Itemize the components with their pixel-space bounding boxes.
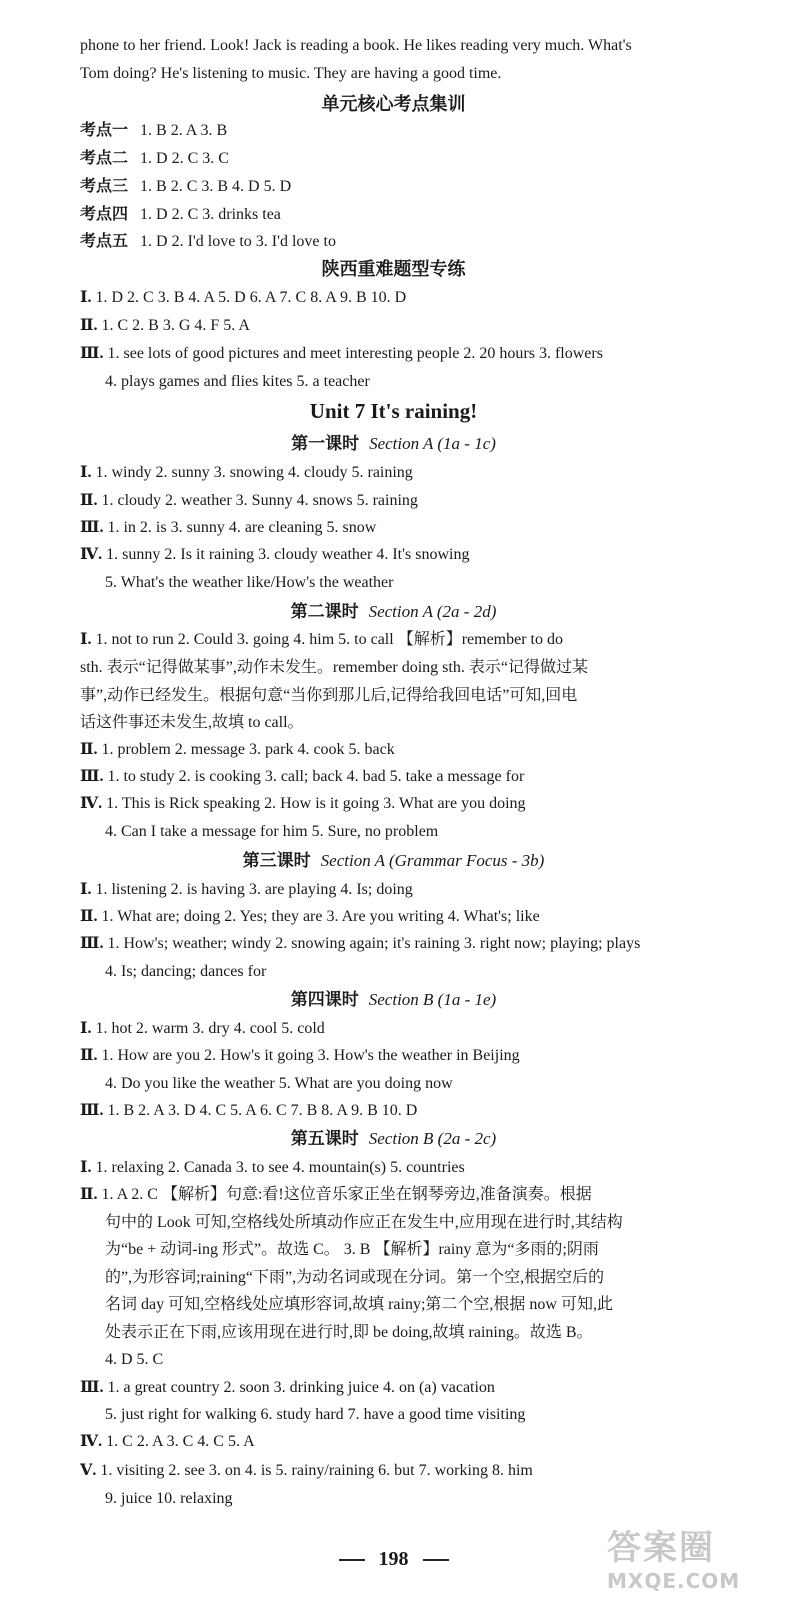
part-number: Ⅰ. (80, 631, 92, 648)
answer-line (80, 880, 413, 900)
answer-text: 1. B 2. A 3. D 4. C 5. A 6. C 7. B 8. A 9. B 10. D (107, 1102, 418, 1119)
lesson-heading (0, 1128, 787, 1150)
core-answers: 1. B 2. C 3. B 4. D 5. D (140, 178, 292, 195)
part-number: Ⅰ. (80, 881, 92, 898)
lesson-heading (0, 433, 787, 455)
answer-line: 9. juice 10. relaxing (105, 1490, 233, 1507)
answer-line (80, 740, 395, 760)
answer-text: 1. This is Rick speaking 2. How is it going 3. What are you doing (106, 795, 526, 812)
core-answers: 1. B 2. A 3. B (140, 122, 228, 139)
answer-line (80, 491, 418, 511)
answer-line: 名词 day 可知,空格线处应填形容词,故填 rainy;第二个空,根据 now 可知,此 (105, 1296, 613, 1313)
answer-line (80, 1158, 465, 1178)
lesson-section: Section B (2a - 2c) (368, 1129, 497, 1148)
lesson-section: Section B (1a - 1e) (368, 990, 497, 1009)
answer-text: 1. relaxing 2. Canada 3. to see 4. mountain(s) 5. countries (95, 1159, 465, 1176)
part-number: Ⅲ. (80, 935, 104, 952)
part-number: Ⅱ. (80, 492, 98, 509)
answer-line (80, 1432, 255, 1452)
lesson-number: 第一课时 (291, 434, 360, 453)
part-number: Ⅱ. (80, 741, 98, 758)
page-number-text: 198 (378, 1548, 409, 1570)
core-label: 考点一 (80, 122, 129, 139)
answer-line (80, 907, 540, 927)
lesson-section: Section A (1a - 1c) (369, 434, 496, 453)
part-number: Ⅱ. (80, 1186, 98, 1203)
answer-text: 1. problem 2. message 3. park 4. cook 5. back (101, 741, 395, 758)
answer-line: 话这件事还未发生,故填 to call。 (80, 714, 304, 731)
answer-text: 1. A 2. C 【解析】句意:看!这位音乐家正坐在钢琴旁边,准备演奏。根据 (101, 1186, 592, 1203)
core-answers: 1. D 2. I'd love to 3. I'd love to (140, 233, 336, 250)
lesson-section: Section A (2a - 2d) (368, 602, 497, 621)
part-number: Ⅲ. (80, 768, 104, 785)
part-number: Ⅴ. (80, 1462, 97, 1479)
answer-line (80, 1046, 520, 1066)
answer-text: 1. to study 2. is cooking 3. call; back 4. bad 5. take a message for (107, 768, 525, 785)
answer-line: 为“be + 动词-ing 形式”。故选 C。 3. B 【解析】rainy 意为“多雨的;阴雨 (105, 1241, 599, 1258)
page-number-dash (423, 1559, 449, 1561)
lesson-number: 第二课时 (290, 602, 359, 621)
part-number: Ⅱ. (80, 317, 98, 334)
answer-line (80, 518, 376, 538)
answer-line (80, 463, 413, 483)
core-row (80, 232, 336, 252)
part-number: Ⅳ. (80, 1433, 103, 1450)
answer-line (80, 767, 524, 787)
intro-line: phone to her friend. Look! Jack is reading a book. He likes reading very much. What's (80, 37, 632, 54)
answer-line (80, 344, 603, 364)
core-answers: 1. D 2. C 3. C (140, 150, 229, 167)
answer-line: 5. just right for walking 6. study hard 7. have a good time visiting (105, 1406, 526, 1423)
answer-text: 1. How's; weather; windy 2. snowing again; it's raining 3. right now; playing; plays (107, 935, 641, 952)
core-label: 考点三 (80, 178, 129, 195)
answer-line: 4. Is; dancing; dances for (105, 963, 267, 980)
part-number: Ⅱ. (80, 908, 98, 925)
answer-line (80, 794, 526, 814)
answer-line: 5. What's the weather like/How's the weather (105, 574, 394, 591)
answer-line: sth. 表示“记得做某事”,动作未发生。remember doing sth. 表示“记得做过某 (80, 659, 588, 676)
answer-line: 事”,动作已经发生。根据句意“当你到那儿后,记得给我回电话”可知,回电 (80, 687, 578, 704)
answer-text: 1. C 2. A 3. C 4. C 5. A (106, 1433, 255, 1450)
part-number: Ⅲ. (80, 1102, 104, 1119)
core-answers: 1. D 2. C 3. drinks tea (140, 206, 281, 223)
lesson-number: 第三课时 (242, 851, 311, 870)
part-number: Ⅰ. (80, 289, 92, 306)
answer-line: 4. plays games and flies kites 5. a teacher (105, 373, 370, 390)
answer-line: 句中的 Look 可知,空格线处所填动作应正在发生中,应用现在进行时,其结构 (105, 1214, 623, 1231)
answer-text: 1. listening 2. is having 3. are playing 4. Is; doing (95, 881, 413, 898)
part-number: Ⅰ. (80, 464, 92, 481)
lesson-heading (0, 601, 787, 623)
answer-text: 1. hot 2. warm 3. dry 4. cool 5. cold (95, 1020, 325, 1037)
part-number: Ⅲ. (80, 519, 104, 536)
answer-line (80, 288, 406, 308)
intro-line: Tom doing? He's listening to music. They are having a good time. (80, 65, 502, 82)
watermark-logo (607, 1520, 767, 1593)
answer-text: 1. What are; doing 2. Yes; they are 3. Are you writing 4. What's; like (101, 908, 540, 925)
core-row (80, 177, 291, 197)
answer-text: 1. cloudy 2. weather 3. Sunny 4. snows 5. raining (101, 492, 418, 509)
answer-line: 4. D 5. C (105, 1351, 164, 1368)
answer-line (80, 1378, 495, 1398)
core-row (80, 149, 229, 169)
answer-line (80, 1461, 533, 1481)
answer-text: 1. C 2. B 3. G 4. F 5. A (101, 317, 250, 334)
core-label: 考点四 (80, 206, 129, 223)
answer-text: 1. in 2. is 3. sunny 4. are cleaning 5. snow (107, 519, 377, 536)
answer-line: 的”,为形容词;raining“下雨”,为动名词或现在分词。第一个空,根据空后的 (105, 1269, 605, 1286)
answer-text: 1. a great country 2. soon 3. drinking juice 4. on (a) vacation (107, 1379, 495, 1396)
answer-line: 4. Do you like the weather 5. What are you doing now (105, 1075, 453, 1092)
answer-line (80, 545, 469, 565)
part-number: Ⅳ. (80, 795, 103, 812)
answer-text: 1. D 2. C 3. B 4. A 5. D 6. A 7. C 8. A 9. B 10. D (95, 289, 407, 306)
unit-title: Unit 7 It's raining! (309, 399, 478, 423)
core-row (80, 121, 227, 141)
lesson-heading (0, 989, 787, 1011)
answer-line: 处表示正在下雨,应该用现在进行时,即 be doing,故填 raining。故选 B。 (105, 1324, 593, 1341)
lesson-number: 第四课时 (290, 990, 359, 1009)
lesson-number: 第五课时 (290, 1129, 359, 1148)
watermark-url: MXQE.COM (607, 1569, 741, 1593)
answer-line (80, 934, 640, 954)
page-number-dash (339, 1559, 365, 1561)
section-title-core: 单元核心考点集训 (321, 94, 466, 114)
answer-text: 1. not to run 2. Could 3. going 4. him 5. to call 【解析】remember to do (95, 631, 563, 648)
answer-line (80, 1185, 592, 1205)
core-label: 考点二 (80, 150, 129, 167)
answer-line (80, 1019, 325, 1039)
lesson-section: Section A (Grammar Focus - 3b) (320, 851, 545, 870)
part-number: Ⅱ. (80, 1047, 98, 1064)
part-number: Ⅰ. (80, 1159, 92, 1176)
answer-text: 1. sunny 2. Is it raining 3. cloudy weather 4. It's snowing (106, 546, 470, 563)
part-number: Ⅲ. (80, 1379, 104, 1396)
part-number: Ⅳ. (80, 546, 103, 563)
answer-line (80, 630, 563, 650)
answer-line (80, 316, 250, 336)
part-number: Ⅲ. (80, 345, 104, 362)
answer-text: 1. windy 2. sunny 3. snowing 4. cloudy 5. raining (95, 464, 413, 481)
lesson-heading (0, 850, 787, 872)
answer-line (80, 1101, 417, 1121)
part-number: Ⅰ. (80, 1020, 92, 1037)
core-label: 考点五 (80, 233, 129, 250)
section-title-shaanxi: 陕西重难题型专练 (321, 259, 466, 279)
answer-line: 4. Can I take a message for him 5. Sure, no problem (105, 823, 439, 840)
answer-text: 1. How are you 2. How's it going 3. How's the weather in Beijing (101, 1047, 520, 1064)
watermark-text: 答案圈 (607, 1528, 715, 1568)
answer-text: 1. visiting 2. see 3. on 4. is 5. rainy/raining 6. but 7. working 8. him (100, 1462, 533, 1479)
answer-text: 1. see lots of good pictures and meet interesting people 2. 20 hours 3. flowers (107, 345, 603, 362)
core-row (80, 205, 281, 225)
